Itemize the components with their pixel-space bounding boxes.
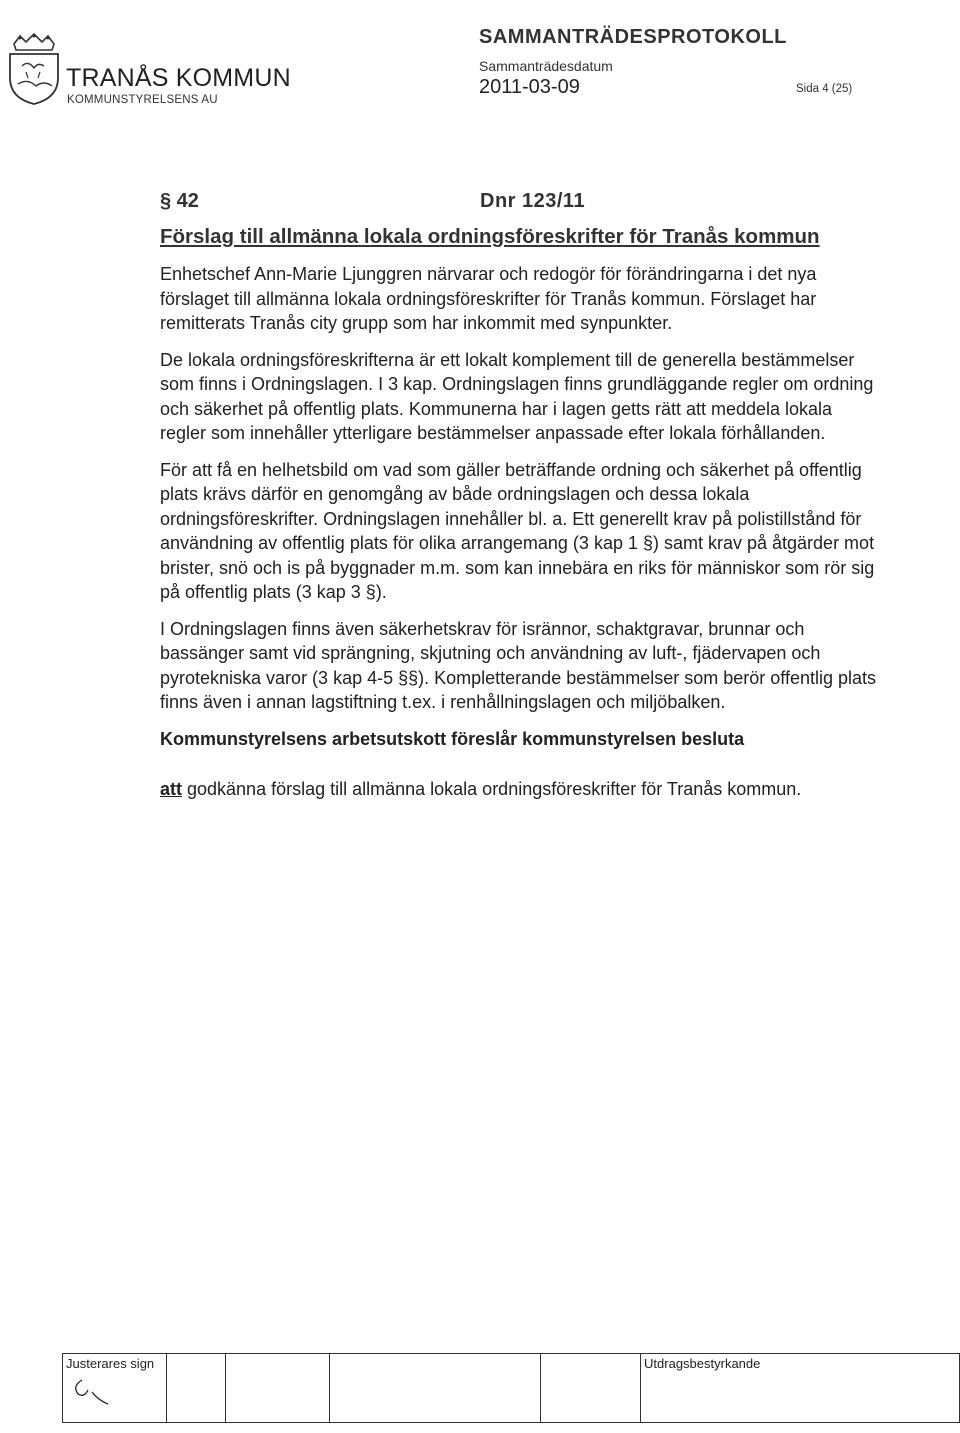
section-number: § 42 — [160, 190, 199, 212]
decision-text: godkänna förslag till allmänna lokala ordningsföreskrifter för Tranås kommun. — [182, 779, 802, 799]
diary-number: Dnr 123/11 — [480, 190, 586, 212]
paragraph: De lokala ordningsföreskrifterna är ett lokalt komplement till de generella bestämmelser som finns i Ordningslagen. I 3 kap. Ordningslagen finns grundläggande regler om ordning och säkerhet på offentlig plats. Kommunerna har i lagen getts rätt att meddela lokala regler som innehåller ytterligare bestämmelser anpassade efter lokala förhållanden. — [160, 349, 874, 443]
handwritten-signature — [68, 1374, 118, 1408]
paragraph: För att få en helhetsbild om vad som gäller beträffande ordning och säkerhet på offentlig plats krävs därför en genomgång av både ordningslagen och dessa lokala ordningsföreskrifter. Ordningslagen innehåller bl. a. Ett generellt krav på polistillstånd för användning av offentlig plats för olika arrangemang (3 kap 1 §) samt krav på åtgärder mot brister, snö och is på byggnader m.m. som kan innebära en riks för människor som rör sig på offentlig plats (3 kap 3 §). — [160, 459, 875, 602]
signature-cell — [226, 1354, 330, 1423]
justerares-sign-label: Justerares sign — [66, 1356, 155, 1371]
utdragsbestyrkande-cell — [641, 1354, 960, 1423]
decision-att: att — [160, 779, 182, 799]
paragraph: I Ordningslagen finns även säkerhetskrav för isrännor, schaktgravar, brunnar och bassänger samt vid sprängning, skjutning och användning av luft-, fjädervapen och pyrotekniska varor (3 kap 4-5 §§). Kompletterande bestämmelser som berör offentlig plats finns även i annan lagstiftning t.ex. i renhållningslagen och miljöbalken. — [160, 618, 877, 712]
decision-paragraph — [160, 777, 880, 802]
document-type: SAMMANTRÄDESPROTOKOLL — [479, 26, 787, 48]
org-subtitle: KOMMUNSTYRELSENS AU — [67, 94, 218, 106]
signature-cell — [540, 1354, 640, 1423]
org-name: TRANÅS KOMMUN — [66, 64, 291, 92]
signature-table — [62, 1353, 960, 1423]
signature-cell — [166, 1354, 225, 1423]
meeting-date-label: Sammanträdesdatum — [479, 58, 613, 74]
meeting-date: 2011-03-09 — [479, 76, 580, 98]
utdragsbestyrkande-label: Utdragsbestyrkande — [644, 1356, 761, 1371]
page-number: Sida 4 (25) — [796, 83, 853, 95]
section-heading: Förslag till allmänna lokala ordningsföreskrifter för Tranås kommun — [160, 225, 820, 248]
decision-heading: Kommunstyrelsens arbetsutskott föreslår kommunstyrelsen besluta — [160, 728, 745, 749]
signature-cell — [330, 1354, 541, 1423]
municipal-crest-logo — [6, 32, 62, 106]
section-body — [160, 262, 880, 814]
paragraph: Enhetschef Ann-Marie Ljunggren närvarar och redogör för förändringarna i det nya förslaget till allmänna lokala ordningsföreskrifter för Tranås kommun. Förslaget har remitterats Tranås city grupp som har inkommit med synpunkter. — [160, 264, 817, 333]
